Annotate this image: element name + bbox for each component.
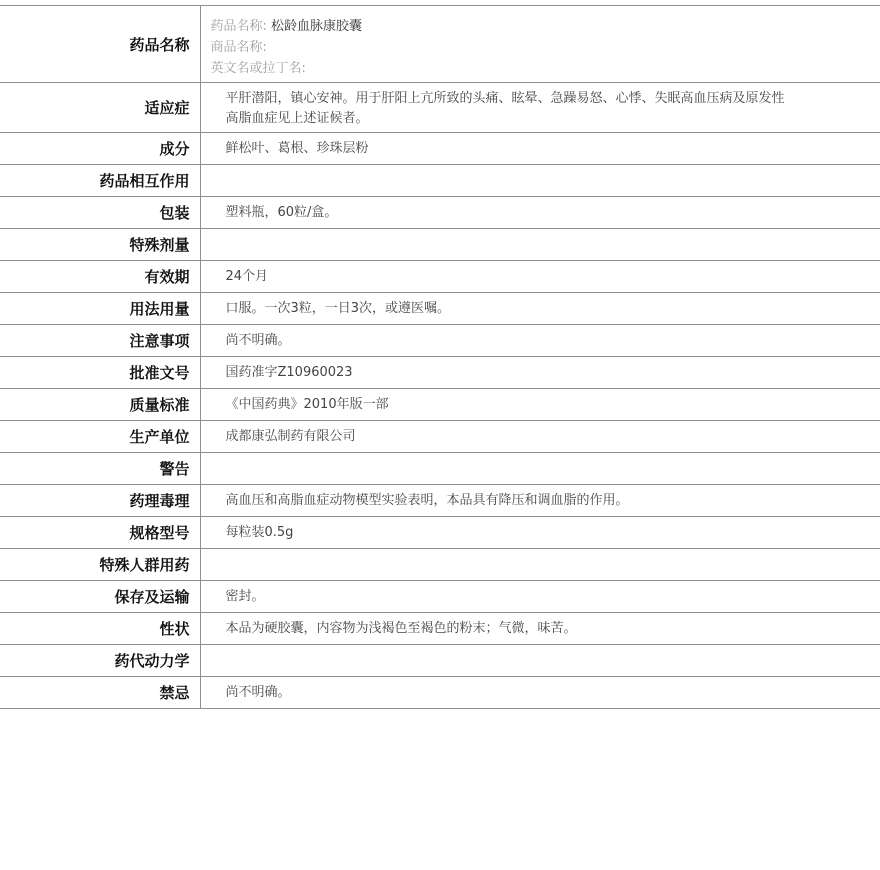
spec-row — [0, 133, 880, 165]
row-value — [200, 293, 880, 325]
trade-name-label: 商品名称: — [210, 40, 267, 55]
row-value — [200, 83, 880, 133]
row-value-text: 本品为硬胶囊，内容物为浅褐色至褐色的粉末；气微，味苦。 — [225, 621, 577, 636]
row-label: 成分 — [0, 133, 200, 165]
row-value-text: 24个月 — [225, 269, 269, 284]
row-value-text: 尚不明确。 — [225, 333, 291, 348]
row-value — [200, 133, 880, 165]
row-value — [200, 677, 880, 709]
row-value — [200, 613, 880, 645]
row-value-text: 鲜松叶、葛根、珍珠层粉 — [225, 141, 369, 156]
row-label: 适应症 — [0, 83, 200, 133]
row-value-text — [226, 165, 880, 171]
row-label: 药理毒理 — [0, 485, 200, 517]
spec-row — [0, 613, 880, 645]
spec-row — [0, 677, 880, 709]
row-value — [200, 357, 880, 389]
row-value-text: 塑料瓶，60粒/盒。 — [225, 205, 338, 220]
row-value — [200, 389, 880, 421]
spec-row — [0, 229, 880, 261]
row-label: 质量标准 — [0, 389, 200, 421]
spec-row — [0, 453, 880, 485]
english-name-label: 英文名或拉丁名: — [210, 61, 306, 76]
row-value — [200, 485, 880, 517]
spec-row — [0, 581, 880, 613]
drug-name-label: 药品名称 — [0, 6, 200, 83]
row-value — [200, 581, 880, 613]
row-value — [200, 261, 880, 293]
row-value-text — [226, 549, 880, 555]
row-value — [200, 229, 880, 261]
row-label: 特殊剂量 — [0, 229, 200, 261]
spec-row — [0, 197, 880, 229]
row-value — [200, 325, 880, 357]
generic-name-label: 药品名称: — [210, 19, 267, 34]
row-value — [200, 517, 880, 549]
row-value — [200, 453, 880, 485]
row-label: 性状 — [0, 613, 200, 645]
row-label: 批准文号 — [0, 357, 200, 389]
row-value-text: 高血压和高脂血症动物模型实验表明，本品具有降压和调血脂的作用。 — [225, 493, 629, 508]
drug-name-row — [0, 6, 880, 83]
drug-spec-table — [0, 5, 880, 709]
row-value-text: 口服。一次3粒，一日3次，或遵医嘱。 — [225, 301, 451, 316]
spec-row — [0, 421, 880, 453]
row-value-text: 尚不明确。 — [225, 685, 291, 700]
spec-row — [0, 83, 880, 133]
row-value — [200, 165, 880, 197]
row-label: 规格型号 — [0, 517, 200, 549]
row-label: 包装 — [0, 197, 200, 229]
row-label: 保存及运输 — [0, 581, 200, 613]
spec-row — [0, 389, 880, 421]
spec-row — [0, 357, 880, 389]
row-label: 生产单位 — [0, 421, 200, 453]
row-value-text: 每粒装0.5g — [225, 525, 294, 540]
row-label: 药代动力学 — [0, 645, 200, 677]
row-label: 注意事项 — [0, 325, 200, 357]
generic-name-value: 松龄血脉康胶囊 — [271, 19, 363, 34]
row-value — [200, 549, 880, 581]
row-value-text: 密封。 — [225, 589, 265, 604]
row-value — [200, 421, 880, 453]
spec-row — [0, 261, 880, 293]
drug-name-values — [200, 6, 880, 83]
row-label: 用法用量 — [0, 293, 200, 325]
row-value — [200, 197, 880, 229]
row-value-text — [226, 453, 880, 459]
spec-row — [0, 517, 880, 549]
row-value-text — [226, 645, 880, 651]
row-label: 有效期 — [0, 261, 200, 293]
spec-row — [0, 549, 880, 581]
spec-row — [0, 645, 880, 677]
row-label: 药品相互作用 — [0, 165, 200, 197]
row-label: 特殊人群用药 — [0, 549, 200, 581]
row-label: 禁忌 — [0, 677, 200, 709]
row-value-text: 成都康弘制药有限公司 — [225, 429, 356, 444]
row-label: 警告 — [0, 453, 200, 485]
generic-name-line — [211, 6, 880, 37]
row-value-text: 平肝潜阳，镇心安神。用于肝阳上亢所致的头痛、眩晕、急躁易怒、心悸、失眠高血压病及原发性高脂血症见上述证候者。 — [225, 91, 785, 126]
row-value-text: 国药准字Z10960023 — [225, 365, 353, 380]
spec-row — [0, 485, 880, 517]
row-value-text: 《中国药典》2010年版一部 — [225, 397, 389, 412]
spec-row — [0, 165, 880, 197]
spec-row — [0, 325, 880, 357]
row-value-text — [226, 229, 880, 235]
row-value — [200, 645, 880, 677]
spec-row — [0, 293, 880, 325]
